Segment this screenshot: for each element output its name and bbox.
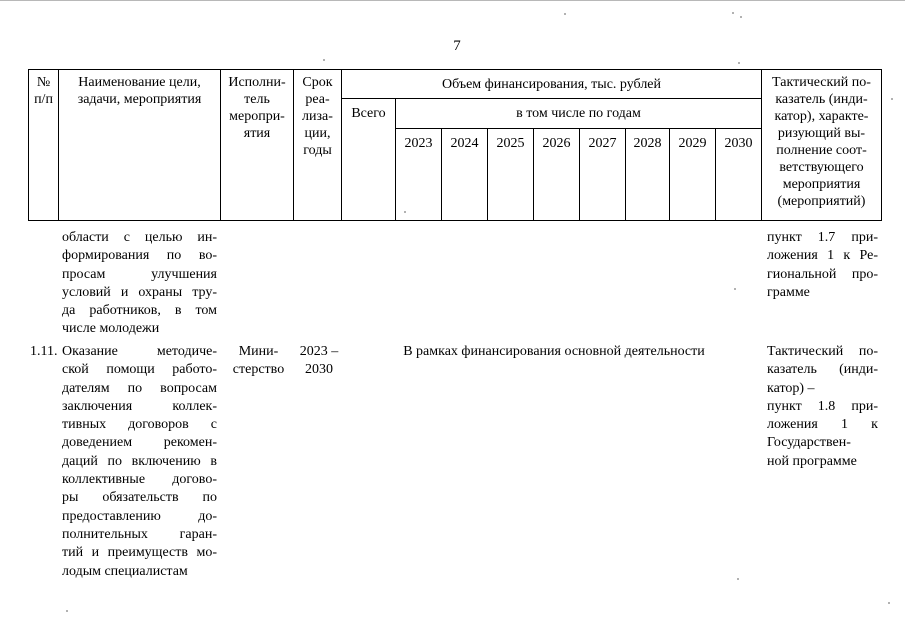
header-indicator: Тактический по- казатель (инди- катор), характе- ризующий вы- полнение соот- ветствующего мероприятия (мероприятий) <box>762 70 882 221</box>
scan-speck <box>323 59 325 61</box>
row-name: Оказание методиче- ской помощи работо- дателям по вопросам заключения коллек- тивных договоров с доведением рекомен- даций по включению в коллективные догово- ры обязательств по предоставлению до- полнительных гаран- тий и преимуществ мо- лодым специалистам <box>62 344 217 579</box>
scan-speck <box>732 12 734 14</box>
header-year: 2029 <box>670 129 716 221</box>
header-executor: Исполни- тель меропри- ятия <box>221 70 294 221</box>
header-year: 2025 <box>488 129 534 221</box>
scan-speck <box>564 13 566 15</box>
row-number: 1.11. <box>30 344 58 359</box>
header-by-years: в том числе по годам <box>396 99 762 129</box>
header-financing: Объем финансирования, тыс. рублей <box>342 70 762 99</box>
row-financing: В рамках финансирования основной деятельности <box>403 344 705 359</box>
page-number: 7 <box>453 38 461 54</box>
header-num: № п/п <box>29 70 59 221</box>
scan-speck <box>738 62 740 64</box>
scan-speck <box>740 16 742 18</box>
header-year: 2026 <box>534 129 580 221</box>
header-year: 2023 <box>396 129 442 221</box>
header-year: 2027 <box>580 129 626 221</box>
page-top-rule <box>0 0 905 1</box>
header-year: 2024 <box>442 129 488 221</box>
scan-speck <box>734 288 736 290</box>
continued-indicator: пункт 1.7 при- ложения 1 к Ре- гиональной про- грамме <box>767 230 878 300</box>
header-name: Наименование цели, задачи, мероприятия <box>59 70 221 221</box>
row-indicator: Тактический по- казатель (инди- катор) – пункт 1.8 при- ложения 1 к Государствен- ной программе <box>767 344 878 469</box>
header-total: Всего <box>342 99 396 221</box>
table-header <box>28 69 882 221</box>
scan-speck <box>404 211 406 213</box>
scan-speck <box>888 602 890 604</box>
continued-name: области с целью ин- формирования по во- просам улучшения условий и охраны тру- да работников, в том числе молодежи <box>62 230 217 337</box>
row-term: 2023 – 2030 <box>299 344 339 378</box>
header-term: Срок реа- лиза- ции, годы <box>294 70 342 221</box>
row-executor: Мини- стерство <box>232 344 285 378</box>
scan-speck <box>66 610 68 612</box>
header-year: 2030 <box>716 129 762 221</box>
scan-speck <box>891 98 893 100</box>
header-year: 2028 <box>626 129 670 221</box>
scan-speck <box>737 578 739 580</box>
